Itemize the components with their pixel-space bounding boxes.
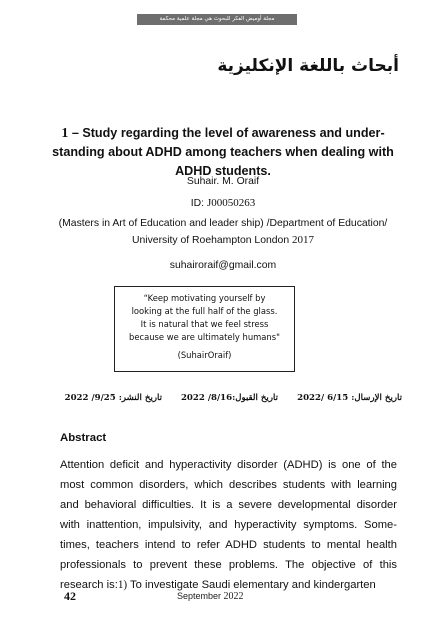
footer-year: 2022 xyxy=(223,591,244,602)
abstract-heading: Abstract xyxy=(60,432,107,444)
affiliation-line-1: (Masters in Art of Education and leader ship) /Department of Education/ xyxy=(58,218,388,229)
footer-issue-date xyxy=(177,591,244,602)
author-affiliation xyxy=(0,216,446,249)
paper-title xyxy=(40,124,406,181)
paper-number: 1 xyxy=(61,126,69,141)
paper-title-text: – Study regarding the level of awareness and under-standing about ADHD among teachers when dealing with ADHD students. xyxy=(52,126,394,178)
abstract-list-number: 1) xyxy=(117,579,128,591)
journal-header-band: مجلة أوميض الفكر للبحوث هي مجلة علمية محكمة xyxy=(137,14,297,25)
date-submitted: تاريخ الإرسال: 6/15 /2022 xyxy=(297,393,402,403)
affiliation-line-2 xyxy=(0,232,446,249)
affiliation-university: University of Roehampton London xyxy=(132,235,290,246)
quote-line: It is natural that we feel stress xyxy=(140,319,269,329)
author-name: Suhair. M. Oraif xyxy=(186,176,260,187)
date-accepted: تاريخ القبول:8/16/ 2022 xyxy=(180,393,278,403)
abstract-text: Attention deficit and hyperactivity disorder (ADHD) is one of the most common disorders, which describes students with learning and behavioral difficulties. It is a severe developmental disorder with inattention, impulsivity, and hyperactivity symptoms. Some-times, teachers intend to refer ADHD students to mental health professionals to prevent these problems. The objective of this research is: xyxy=(60,459,397,591)
id-value: J00050263 xyxy=(206,197,256,209)
author-id xyxy=(0,197,446,209)
date-published: تاريخ النشر: 9/25/ 2022 xyxy=(64,393,162,403)
quote-box xyxy=(114,286,295,372)
quote-signature: (SuhairOraif) xyxy=(177,350,232,360)
page-number: 42 xyxy=(64,589,76,603)
quote-line: because we are ultimately humans" xyxy=(129,332,280,342)
footer-month: September xyxy=(177,591,222,601)
author-email: suhairoraif@gmail.com xyxy=(169,260,277,271)
id-label: ID: xyxy=(190,198,205,209)
quote-line: “Keep motivating yourself by xyxy=(143,293,266,303)
abstract-text-continued: To investigate Saudi elementary and kindergarten xyxy=(127,579,376,591)
section-heading: أبحاث باللغة الإنكليزية xyxy=(217,56,399,76)
affiliation-year: 2017 xyxy=(292,234,314,246)
abstract-body xyxy=(60,455,397,595)
quote-line: looking at the full half of the glass. xyxy=(131,306,278,316)
